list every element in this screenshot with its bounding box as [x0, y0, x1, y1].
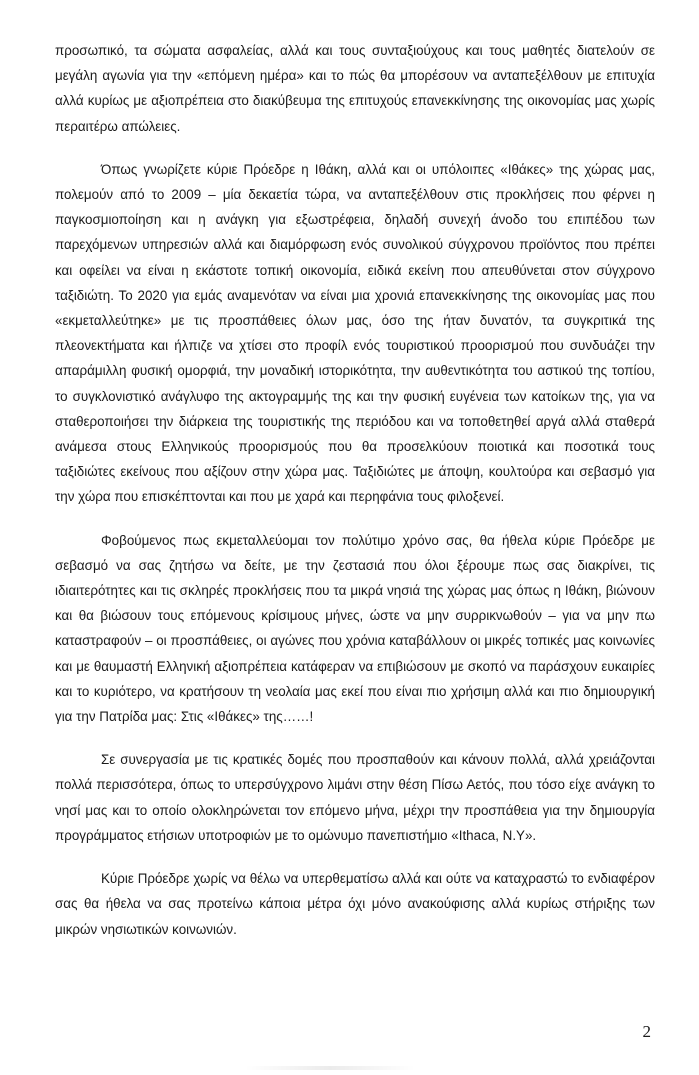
scan-edge-mark — [245, 1066, 415, 1070]
page-number: 2 — [642, 1022, 651, 1041]
paragraph-2: Όπως γνωρίζετε κύριε Πρόεδρε η Ιθάκη, αλλά και οι υπόλοιπες «Ιθάκες» της χώρας μας, πολεμούν από το 2009 – μία δεκαετία τώρα, να ανταπεξέλθουν στις προκλήσεις που φέρνει η παγκοσμιοποίηση και η ανάγκη για εξωστρέφεια, δηλαδή συνεχή άνοδο του επιπέδου των παρεχόμενων υπηρεσιών αλλά και διαμόρφωση ενός συνολικού σύγχρονου προϊόντος που πρέπει και οφείλει να είναι η εκάστοτε τοπική οικονομία, ειδικά εκείνη που απευθύνεται στον σύγχρονο ταξιδιώτη. Το 2020 για εμάς αναμενόταν να είναι μια χρονιά επανεκκίνησης της οικονομίας μας που «εκμεταλλεύτηκε» με τις προσπάθειες όλων μας, όσο της ήταν δυνατόν, τα συγκριτικά της πλεονεκτήματα και ήλπιζε να χτίσει στο προφίλ ενός τουριστικού προορισμού που συνδυάζει την απαράμιλλη φυσική ομορφιά, την μοναδική ιστορικότητα, την αυθεντικότητα του αστικού της τοπίου, το συγκλονιστικό ανάγλυφο της ακτογραμμής της και την φυσική ευγένεια των κατοίκων της, για να σταθεροποιήσει την διάρκεια της τουριστικής της περιόδου και να τοποθετηθεί αργά αλλά σταθερά ανάμεσα στους Ελληνικούς προορισμούς που θα προσελκύουν ποιοτικά και ποσοτικά τους ταξιδιώτες εκείνους που αξίζουν στην χώρα μας. Ταξιδιώτες με άποψη, κουλτούρα και σεβασμό για την χώρα που επισκέπτονται και που με χαρά και περηφάνια τους φιλοξενεί. — [55, 161, 655, 505]
paragraph-3: Φοβούμενος πως εκμεταλλεύομαι τον πολύτιμο χρόνο σας, θα ήθελα κύριε Πρόεδρε με σεβασμό να σας ζητήσω να δείτε, με την ζεστασιά που όλοι ξέρουμε πως σας διακρίνει, τις ιδιαιτερότητες και τις σκληρές προκλήσεις που τα μικρά νησιά της χώρας μας όπως η Ιθάκη, βιώνουν και θα βιώσουν τους επόμενους κρίσιμους μήνες, ώστε να μην συρρικνωθούν – για να μην πω καταστραφούν – οι προσπάθειες, οι αγώνες που χρόνια καταβάλλουν οι μικρές τοπικές μας κοινωνίες και με θαυμαστή Ελληνική αξιοπρέπεια κατάφεραν να επιβιώσουν με σκοπό να παράσχουν ευκαιρίες και το κυριότερο, να κρατήσουν τη νεολαία μας εκεί που είναι πιο χρήσιμη αλλά και πιο δημιουργική για την Πατρίδα μας: Στις «Ιθάκες» της……! — [55, 532, 655, 725]
paragraph-1: προσωπικό, τα σώματα ασφαλείας, αλλά και τους συνταξιούχους και τους μαθητές διατελούν σε μεγάλη αγωνία για την «επόμενη ημέρα» και το πώς θα μπορέσουν να ανταπεξέλθουν με επιτυχία αλλά κυρίως με αξιοπρέπεια στο διακύβευμα της επιτυχούς επανεκκίνησης της οικονομίας μας χωρίς περαιτέρω απώλειες. — [55, 43, 655, 134]
paragraph-4: Σε συνεργασία με τις κρατικές δομές που προσπαθούν και κάνουν πολλά, αλλά χρειάζονται πολλά περισσότερα, όπως το υπερσύγχρονο λιμάνι στην θέση Πίσω Αετός, που τόσο είχε ανάγκη το νησί μας και το οποίο ολοκληρώνεται τον επόμενο μήνα, μέχρι την προσπάθεια για την δημιουργία προγράμματος ετήσιων υποτροφιών με το ομώνυμο πανεπιστήμιο «Ithaca, N.Y». — [55, 752, 655, 843]
paragraph-5: Κύριε Πρόεδρε χωρίς να θέλω να υπερθεματίσω αλλά και ούτε να καταχραστώ το ενδιαφέρον σας θα ήθελα να σας προτείνω κάποια μέτρα όχι μόνο ανακούφισης αλλά κυρίως στήριξης των μικρών νησιωτικών κοινωνιών. — [55, 871, 655, 937]
